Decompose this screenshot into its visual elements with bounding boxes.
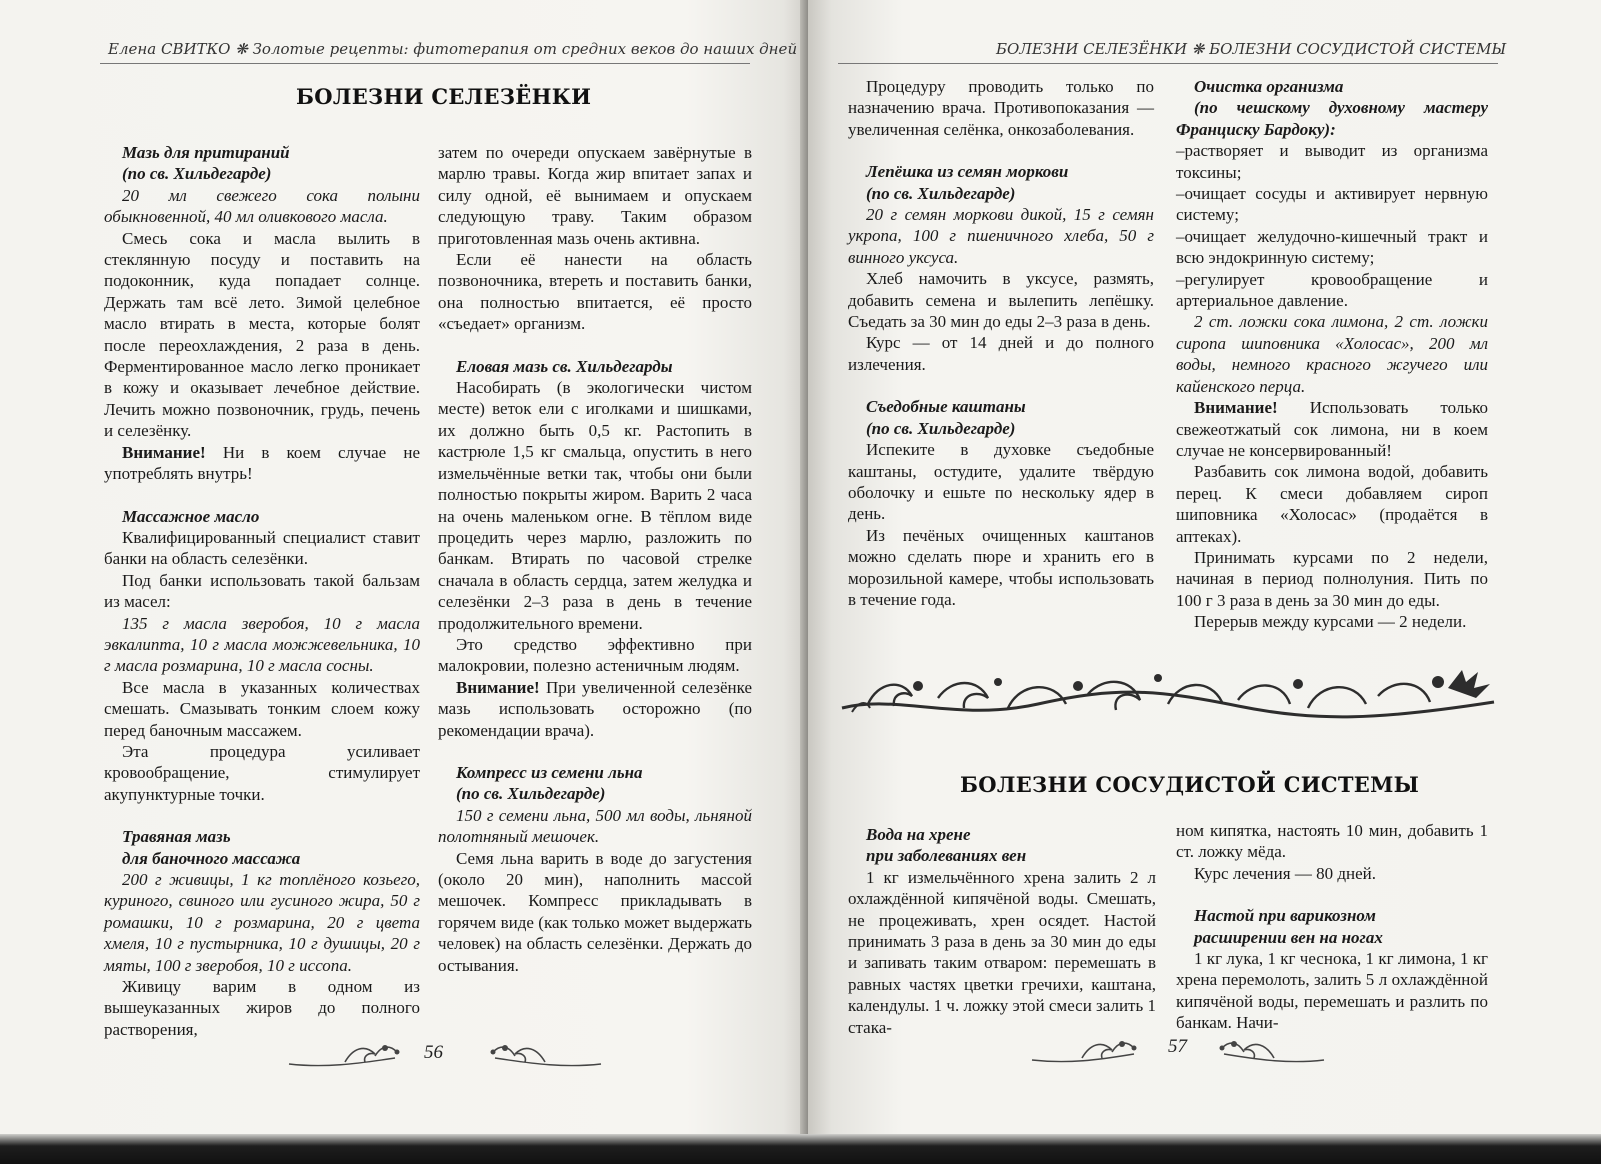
- recipe-subtitle: (по чешскому духовному мастеру Франциску Бардоку):: [1176, 98, 1488, 139]
- warning-text: При увеличенной селезёнке мазь использовать осторожно (по рекомендации врача).: [438, 677, 752, 740]
- recipe-ingredients: 200 г живицы, 1 кг топлёного козьего, куриного, свиного или гусиного жира, 50 г ромашки, 10 г розмарина, 20 г цвета хмеля, 10 г пустырника, 10 г душицы, 20 г мяты, 100 г зверобоя, 10 г иссопа.: [104, 870, 420, 975]
- recipe-ingredients: 2 ст. ложки сока лимона, 2 ст. ложки сиропа шиповника «Холосас», 200 мл воды, немного красного жгучего или кайенского перца.: [1176, 312, 1488, 396]
- list-item: –растворяет и выводит из организма токсины;: [1176, 141, 1488, 182]
- recipe-text: Под банки использовать такой бальзам из масел:: [104, 570, 420, 612]
- warning-label: Внимание!: [456, 677, 540, 697]
- recipe-ingredients: 135 г масла зверобоя, 10 г масла эвкалипта, 10 г масла можжевельника, 10 г масла розмарина, 10 г масла сосны.: [104, 613, 420, 676]
- right-running-header: БОЛЕЗНИ СЕЛЕЗЁНКИ ❋ БОЛЕЗНИ СОСУДИСТОЙ СИСТЕМЫ: [996, 40, 1507, 58]
- recipe-text: Смесь сока и масла вылить в стеклянную посуду и поставить на подоконник, куда попадает солнце. Держать там всё лето. Зимой целебное масло втирать в места, которые болят после переохлаждения, 2 раза в день. Ферментированное масло легко проникает в кожу и оказывает лечебное действие. Лечить можно позвоночник, грудь, печень и селезёнку.: [104, 228, 420, 441]
- recipe-subtitle: (по св. Хильдегарде): [866, 183, 1016, 203]
- recipe-title: Травяная мазь: [122, 827, 231, 847]
- recipe-text: Если её нанести на область позвоночника, втереть и поставить банки, она полностью впитается, её просто «съедает» организм.: [438, 250, 752, 334]
- right-column-1: [848, 76, 1154, 610]
- recipe-text: Это средство эффективно при малокровии, полезно астеничным людям.: [438, 634, 752, 676]
- recipe-title: Вода на хрене: [866, 825, 971, 844]
- recipe-subtitle: (по св. Хильдегарде): [456, 784, 606, 804]
- left-header-rule: [100, 63, 750, 64]
- list-item: –очищает желудочно-кишечный тракт и всю эндокринную систему;: [1176, 226, 1488, 268]
- recipe-subtitle: (по св. Хильдегарде): [122, 164, 272, 184]
- recipe-ingredients: 150 г семени льна, 500 мл воды, льняной полотняный мешочек.: [438, 805, 752, 847]
- recipe-text: Процедуру проводить только по назначению врача. Противопоказания — увеличенная селёнка, онкозаболевания.: [848, 77, 1154, 139]
- recipe-title: Лепёшка из семян моркови: [866, 162, 1069, 182]
- recipe-ingredients: 20 г семян моркови дикой, 15 г семян укропа, 100 г пшеничного хлеба, 50 г винного уксуса.: [848, 205, 1154, 267]
- warning-paragraph: [104, 442, 420, 485]
- left-column-2: [438, 142, 752, 976]
- recipe-title: Съедобные каштаны: [866, 397, 1026, 417]
- recipe-title: Настой при варикозном: [1194, 906, 1376, 926]
- recipe-title: Мазь для притираний: [122, 143, 290, 162]
- warning-paragraph: [1176, 397, 1488, 461]
- list-item: –регулирует кровообращение и артериальное давление.: [1176, 269, 1488, 311]
- recipe-text: Насобирать (в экологически чистом месте) веток ели с иголками и шишками, их должно быть 0,5 кг. Растопить в кастрюле 1,5 кг смальца, опустить в него измельчённые ветки так, чтобы они были полностью покрыты жиром. Варить 2 часа на очень маленьком огне. В тёплом виде процедить через марлю, разложить по банкам. Втирать по часовой стрелке сначала в область сердца, затем желудка и селезёнки 2–3 раза в день в течение продолжительного времени.: [438, 378, 752, 633]
- page-number-ornament-icon: [285, 1038, 605, 1074]
- recipe-text: Из печёных очищенных каштанов можно сделать пюре и хранить его в морозильной камере, чтобы использовать в течение года.: [848, 525, 1154, 609]
- right-page: [808, 0, 1601, 1164]
- recipe-text: Живицу варим в одном из вышеуказанных жиров до полного растворения,: [104, 977, 420, 1039]
- recipe-text: Курс — от 14 дней и до полного излечения.: [848, 333, 1154, 374]
- recipe-text: Квалифицированный специалист ставит банки на область селезёнки.: [104, 527, 420, 569]
- right-column-4: [1176, 820, 1488, 1034]
- recipe-text: Испеките в духовке съедобные каштаны, остудите, удалите твёрдую оболочку и ешьте по нескольку ядер в день.: [848, 440, 1154, 524]
- recipe-text: Семя льна варить в воде до загустения (около 20 мин), наполнить массой мешочек. Компресс прикладывать в горячем виде (как только может выдержать человек) на область селезёнки. Держать до остывания.: [438, 848, 752, 975]
- recipe-title: Еловая мазь св. Хильдегарды: [456, 356, 673, 376]
- warning-text: Ни в коем случае не употреблять внутрь!: [104, 442, 420, 484]
- warning-text: Использовать только свежеотжатый сок лимона, ни в коем случае не консервированный!: [1176, 398, 1488, 460]
- right-section-title: БОЛЕЗНИ СОСУДИСТОЙ СИСТЕМЫ: [960, 772, 1420, 797]
- recipe-title: Компресс из семени льна: [456, 762, 643, 782]
- recipe-ingredients: 20 мл свежего сока полыни обыкновенной, 40 мл оливкового масла.: [104, 185, 420, 227]
- recipe-text: Эта процедура усиливает кровообращение, стимулирует акупунктурные точки.: [104, 741, 420, 804]
- recipe-text: Перерыв между курсами — 2 недели.: [1194, 612, 1467, 632]
- scan-bottom-edge: [0, 1134, 1601, 1164]
- recipe-text: Курс лечения — 80 дней.: [1194, 863, 1376, 883]
- right-page-number: 57: [1168, 1036, 1187, 1057]
- left-page-number: 56: [424, 1042, 443, 1063]
- recipe-text: Разбавить сок лимона водой, добавить перец. К смеси добавляем сироп шиповника «Холосас» (продаётся в аптеках).: [1176, 462, 1488, 546]
- left-column-1: [104, 142, 420, 1040]
- recipe-subtitle: (по св. Хильдегарде): [866, 418, 1016, 438]
- recipe-text: Принимать курсами по 2 недели, начиная в период полнолуния. Пить по 100 г 3 раза в день за 30 мин до еды.: [1176, 547, 1488, 610]
- recipe-text: 1 кг измельчённого хрена залить 2 л охлаждённой кипячёной воды. Смешать, не процеживать, хрен осядет. Настой принимать 3 раза в день за 30 мин до еды и запивать таким отваром: перемешать в равных частях цветки гречихи, каштана, календулы. 1 ч. ложку этой смеси залить 1 стака-: [848, 867, 1156, 1037]
- right-column-2: [1176, 76, 1488, 633]
- left-page-title: БОЛЕЗНИ СЕЛЕЗЁНКИ: [296, 84, 592, 109]
- warning-label: Внимание!: [1194, 398, 1278, 418]
- section-divider-ornament-icon: [838, 664, 1498, 730]
- right-column-3: [848, 824, 1156, 1038]
- recipe-text: 1 кг лука, 1 кг чеснока, 1 кг лимона, 1 кг хрена перемолоть, залить 5 л охлаждённой кипячёной воды, перемешать и разлить по банкам. Начи-: [1176, 949, 1488, 1033]
- recipe-text: затем по очереди опускаем завёрнутые в марлю травы. Когда жир впитает запах и силу одной, её вынимаем и опускаем следующую траву. Таким образом приготовленная мазь очень активна.: [438, 143, 752, 248]
- recipe-title: Массажное масло: [122, 506, 260, 526]
- right-header-rule: [838, 63, 1498, 64]
- warning-paragraph: [438, 677, 752, 741]
- recipe-text: Хлеб намочить в уксусе, размять, добавить семена и вылепить лепёшку. Съедать за 30 мин до еды 2–3 раза в день.: [848, 269, 1154, 332]
- warning-label: Внимание!: [122, 442, 206, 462]
- recipe-text: ном кипятка, настоять 10 мин, добавить 1 ст. ложку мёда.: [1176, 821, 1488, 862]
- list-item: –очищает сосуды и активирует нервную систему;: [1176, 184, 1488, 225]
- recipe-subtitle: расширении вен на ногах: [1194, 927, 1383, 947]
- left-running-header: Елена СВИТКО ❋ Золотые рецепты: фитотерапия от средних веков до наших дней: [108, 40, 798, 58]
- recipe-subtitle: для баночного массажа: [122, 848, 301, 868]
- recipe-subtitle: при заболеваниях вен: [866, 846, 1027, 866]
- recipe-text: Все масла в указанных количествах смешать. Смазывать тонким слоем кожу перед баночным массажем.: [104, 677, 420, 740]
- recipe-title: Очистка организма: [1194, 77, 1344, 96]
